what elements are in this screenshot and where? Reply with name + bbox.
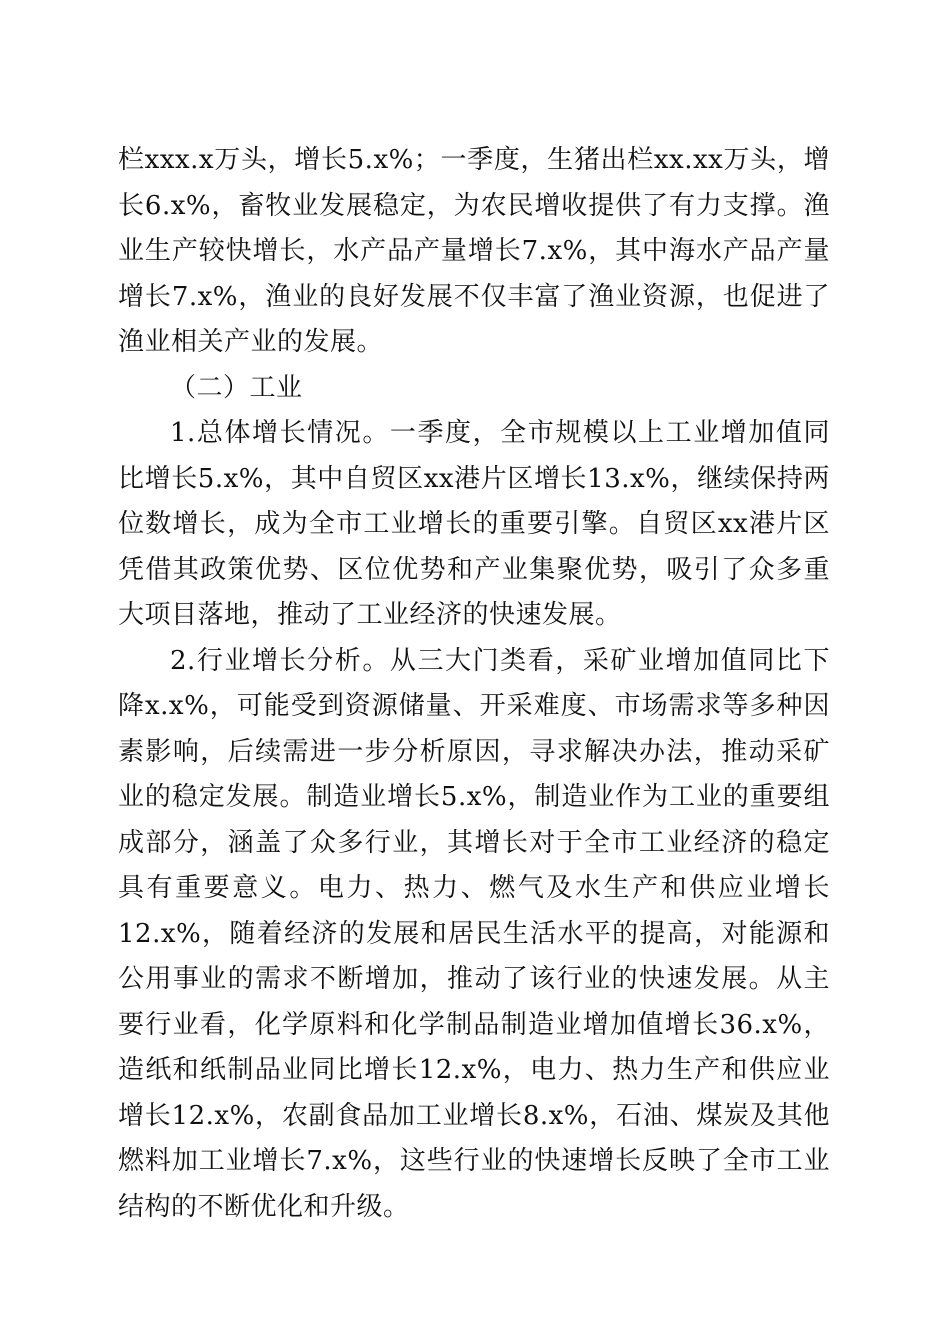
document-body — [118, 138, 830, 1230]
paragraph-industry-analysis: 2.行业增长分析。从三大门类看，采矿业增加值同比下降x.x%，可能受到资源储量、开采难度、市场需求等多种因素影响，后续需进一步分析原因，寻求解决办法，推动采矿业的稳定发展。制造业增长5.x%，制造业作为工业的重要组成部分，涵盖了众多行业，其增长对于全市工业经济的稳定具有重要意义。电力、热力、燃气及水生产和供应业增长12.x%，随着经济的发展和居民生活水平的提高，对能源和公用事业的需求不断增加，推动了该行业的快速发展。从主要行业看，化学原料和化学制品制造业增加值增长36.x%，造纸和纸制品业同比增长12.x%，电力、热力生产和供应业增长12.x%，农副食品加工业增长8.x%，石油、煤炭及其他燃料加工业增长7.x%，这些行业的快速增长反映了全市工业结构的不断优化和升级。 — [118, 645, 830, 1222]
paragraph-overall-growth: 1.总体增长情况。一季度，全市规模以上工业增加值同比增长5.x%，其中自贸区xx港片区增长13.x%，继续保持两位数增长，成为全市工业增长的重要引擎。自贸区xx港片区凭借其政策优势、区位优势和产业集聚优势，吸引了众多重大项目落地，推动了工业经济的快速发展。 — [118, 418, 830, 630]
paragraph-continued: 栏xxx.x万头，增长5.x%；一季度，生猪出栏xx.xx万头，增长6.x%，畜牧业发展稳定，为农民增收提供了有力支撑。渔业生产较快增长，水产品产量增长7.x%，其中海水产品产量增长7.x%，渔业的良好发展不仅丰富了渔业资源，也促进了渔业相关产业的发展。 — [118, 145, 830, 357]
section-heading: （二）工业 — [170, 372, 303, 403]
